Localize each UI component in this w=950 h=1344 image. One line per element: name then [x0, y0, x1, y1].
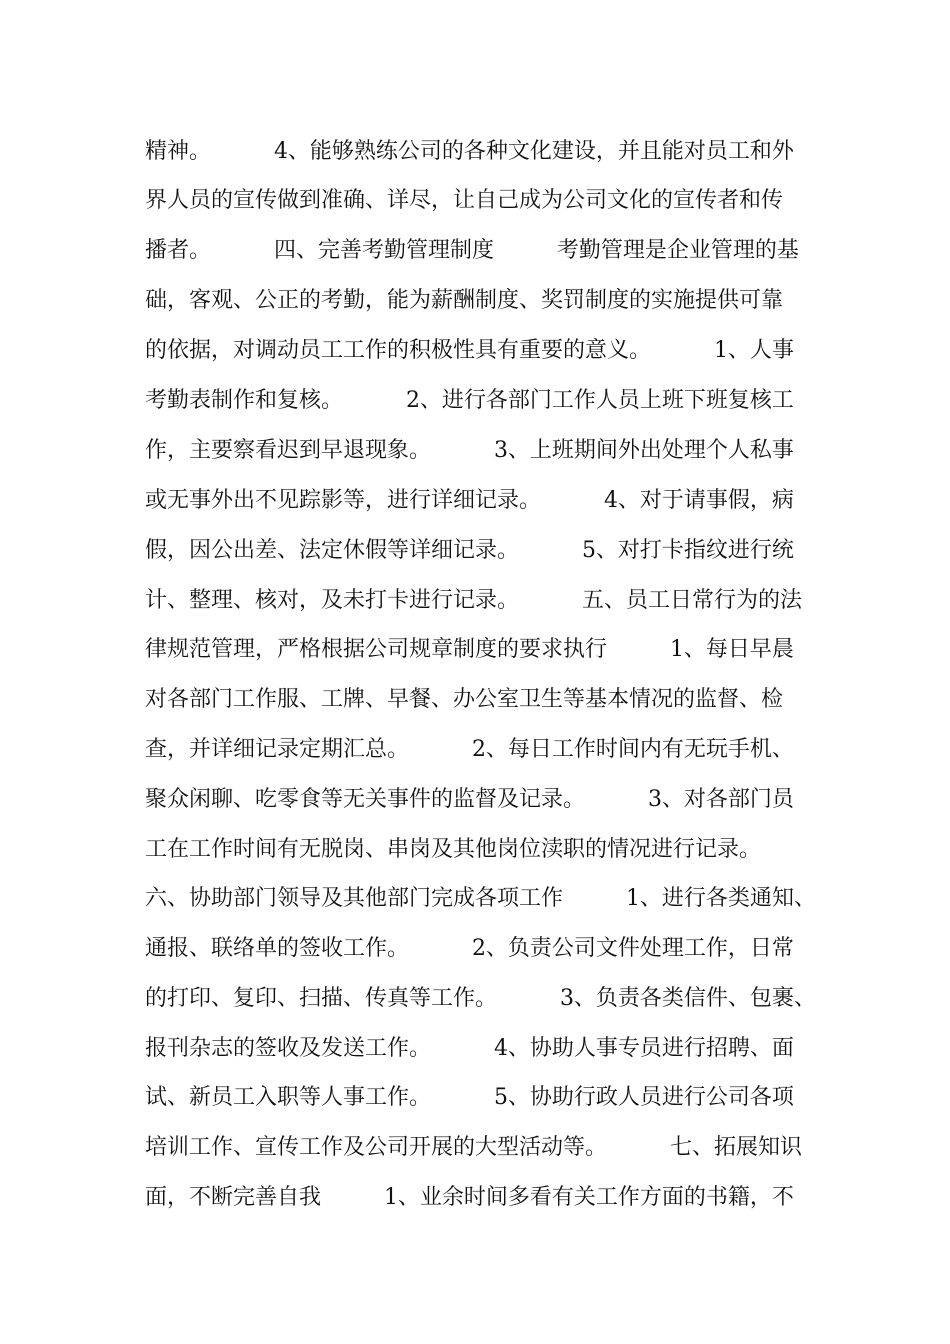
- text-line: 础，客观、公正的考勤，能为薪酬制度、奖罚制度的实施提供可靠: [145, 288, 784, 313]
- text-line: 假，因公出差、法定休假等详细记录。 5、对打卡指纹进行统: [145, 538, 794, 563]
- text-line: 的打印、复印、扫描、传真等工作。 3、负责各类信件、包裹、: [145, 986, 816, 1011]
- text-line: 界人员的宣传做到准确、详尽，让自己成为公司文化的宣传者和传: [145, 188, 784, 213]
- text-line: 计、整理、核对，及未打卡进行记录。 五、员工日常行为的法: [145, 588, 802, 613]
- text-line: 聚众闲聊、吃零食等无关事件的监督及记录。 3、对各部门员: [145, 787, 794, 812]
- text-line: 报刊杂志的签收及发送工作。 4、协助人事专员进行招聘、面: [145, 1036, 794, 1061]
- text-line: 播者。 四、完善考勤管理制度 考勤管理是企业管理的基: [145, 238, 799, 263]
- text-line: 六、协助部门领导及其他部门完成各项工作 1、进行各类通知、: [145, 886, 816, 911]
- text-line: 面，不断完善自我 1、业余时间多看有关工作方面的书籍，不: [145, 1185, 794, 1210]
- text-line: 查，并详细记录定期汇总。 2、每日工作时间内有无玩手机、: [145, 737, 794, 762]
- text-line: 培训工作、宣传工作及公司开展的大型活动等。 七、拓展知识: [145, 1135, 802, 1160]
- text-line: 或无事外出不见踪影等，进行详细记录。 4、对于请事假，病: [145, 488, 794, 513]
- text-line: 通报、联络单的签收工作。 2、负责公司文件处理工作，日常: [145, 936, 794, 961]
- text-line: 精神。 4、能够熟练公司的各种文化建设，并且能对员工和外: [145, 139, 794, 164]
- text-line: 作，主要察看迟到早退现象。 3、上班期间外出处理个人私事: [145, 438, 794, 463]
- text-line: 试、新员工入职等人事工作。 5、协助行政人员进行公司各项: [145, 1085, 794, 1110]
- text-line: 律规范管理，严格根据公司规章制度的要求执行 1、每日早晨: [145, 637, 794, 662]
- text-line: 的依据，对调动员工工作的积极性具有重要的意义。 1、人事: [145, 338, 794, 363]
- text-line: 考勤表制作和复核。 2、进行各部门工作人员上班下班复核工: [145, 388, 794, 413]
- text-line: 对各部门工作服、工牌、早餐、办公室卫生等基本情况的监督、检: [145, 687, 784, 712]
- text-line: 工在工作时间有无脱岗、串岗及其他岗位渎职的情况进行记录。: [145, 837, 762, 862]
